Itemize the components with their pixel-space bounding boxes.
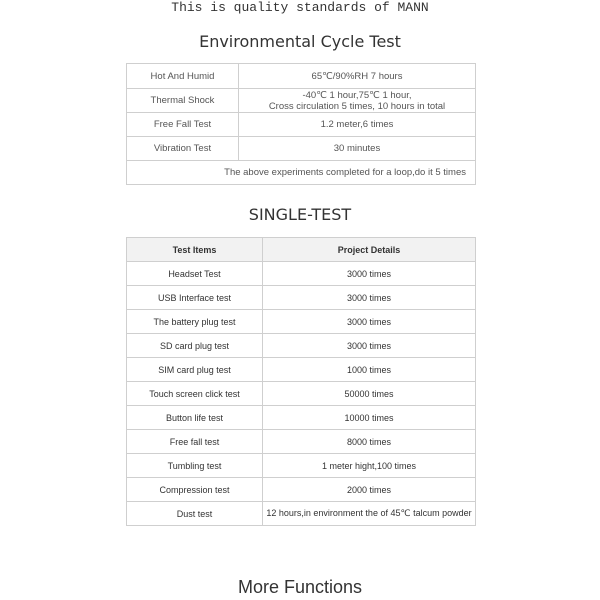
table-row — [127, 502, 476, 526]
table-row — [127, 262, 476, 286]
env-detail-free-fall: 1.2 meter,6 times — [239, 113, 476, 137]
project-detail-cell: 3000 times — [263, 334, 476, 358]
env-detail-thermal-shock — [239, 89, 476, 113]
table-row — [127, 310, 476, 334]
env-label-thermal-shock: Thermal Shock — [127, 89, 239, 113]
project-detail-cell: 12 hours,in environment the of 45℃ talcum powder — [263, 502, 476, 526]
test-item-cell: The battery plug test — [127, 310, 263, 334]
test-item-cell: Headset Test — [127, 262, 263, 286]
project-detail-cell: 8000 times — [263, 430, 476, 454]
table-row — [127, 358, 476, 382]
project-detail-cell: 3000 times — [263, 262, 476, 286]
test-item-cell: SIM card plug test — [127, 358, 263, 382]
test-item-cell: Free fall test — [127, 430, 263, 454]
project-detail-cell: 3000 times — [263, 310, 476, 334]
table-row — [127, 454, 476, 478]
test-item-cell: SD card plug test — [127, 334, 263, 358]
more-functions-heading: More Functions — [237, 577, 363, 597]
test-item-cell: Button life test — [127, 406, 263, 430]
column-header-test-items: Test Items — [127, 238, 263, 262]
column-header-project-details: Project Details — [263, 238, 476, 262]
table-row — [127, 430, 476, 454]
test-item-cell: USB Interface test — [127, 286, 263, 310]
page-header-text: This is quality standards of MANN — [171, 0, 429, 15]
project-detail-cell: 50000 times — [263, 382, 476, 406]
env-detail-vibration: 30 minutes — [239, 137, 476, 161]
env-detail-hot-humid: 65℃/90%RH 7 hours — [239, 64, 476, 89]
table-row — [127, 286, 476, 310]
env-detail-thermal-shock-line1: -40℃ 1 hour,75℃ 1 hour, — [302, 89, 412, 101]
table-row — [127, 89, 476, 113]
project-detail-cell: 2000 times — [263, 478, 476, 502]
table-row — [127, 64, 476, 89]
env-label-vibration: Vibration Test — [127, 137, 239, 161]
project-detail-cell: 3000 times — [263, 286, 476, 310]
test-item-cell: Dust test — [127, 502, 263, 526]
env-label-hot-humid: Hot And Humid — [127, 64, 239, 89]
project-detail-cell: 1000 times — [263, 358, 476, 382]
project-detail-cell: 10000 times — [263, 406, 476, 430]
table-header-row — [127, 238, 476, 262]
test-item-cell: Compression test — [127, 478, 263, 502]
test-item-cell: Tumbling test — [127, 454, 263, 478]
table-row — [127, 382, 476, 406]
env-detail-thermal-shock-line2: Cross circulation 5 times, 10 hours in total — [268, 100, 446, 112]
table-row — [127, 334, 476, 358]
single-test-section-title: SINGLE-TEST — [248, 205, 352, 224]
table-row — [127, 406, 476, 430]
environmental-table — [126, 63, 476, 185]
single-test-table — [126, 237, 476, 526]
environmental-section-title: Environmental Cycle Test — [199, 32, 401, 51]
table-row — [127, 161, 476, 185]
env-loop-note: The above experiments completed for a loop,do it 5 times — [127, 161, 476, 185]
table-row — [127, 478, 476, 502]
table-row — [127, 113, 476, 137]
env-label-free-fall: Free Fall Test — [127, 113, 239, 137]
test-item-cell: Touch screen click test — [127, 382, 263, 406]
project-detail-cell: 1 meter hight,100 times — [263, 454, 476, 478]
table-row — [127, 137, 476, 161]
